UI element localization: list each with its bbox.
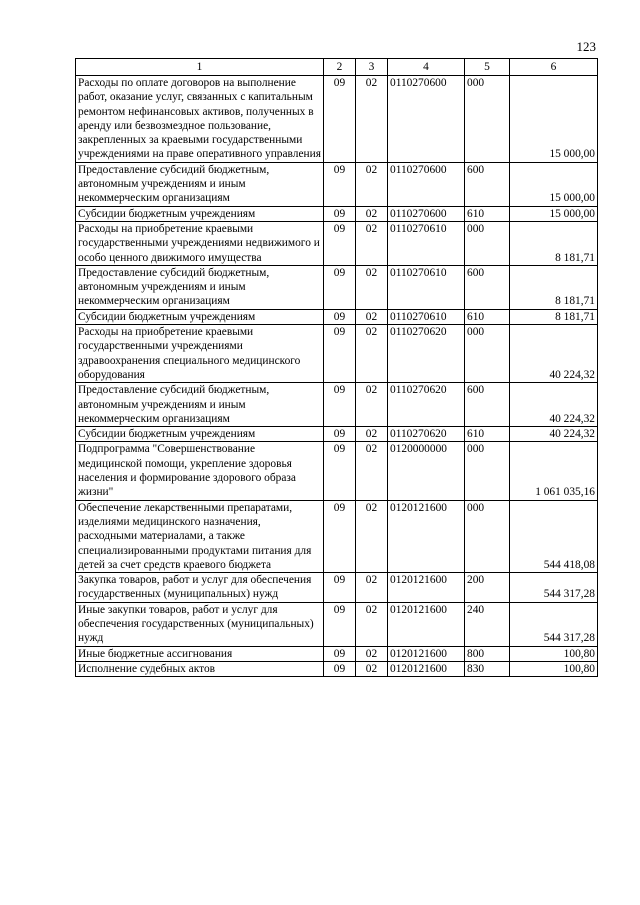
row-expense-type-cell: 610 bbox=[465, 427, 510, 442]
row-expense-type-cell: 200 bbox=[465, 573, 510, 603]
row-name-cell: Предоставление субсидий бюджетным, автономным учреждениям и иным некоммерческим организациям bbox=[76, 162, 324, 206]
row-section-cell: 09 bbox=[324, 162, 356, 206]
row-target-article-cell: 0120121600 bbox=[388, 602, 465, 646]
row-amount-cell: 544 418,08 bbox=[510, 500, 598, 572]
row-subsection-cell: 02 bbox=[356, 206, 388, 221]
row-amount-cell: 100,80 bbox=[510, 646, 598, 661]
row-subsection-cell: 02 bbox=[356, 383, 388, 427]
table-row bbox=[76, 206, 598, 221]
row-expense-type-cell: 000 bbox=[465, 76, 510, 163]
row-name-cell: Субсидии бюджетным учреждениям bbox=[76, 206, 324, 221]
row-name-cell: Субсидии бюджетным учреждениям bbox=[76, 427, 324, 442]
row-target-article-cell: 0120121600 bbox=[388, 646, 465, 661]
table-row bbox=[76, 661, 598, 676]
row-expense-type-cell: 600 bbox=[465, 162, 510, 206]
row-subsection-cell: 02 bbox=[356, 309, 388, 324]
row-target-article-cell: 0120000000 bbox=[388, 442, 465, 500]
table-row bbox=[76, 602, 598, 646]
row-section-cell: 09 bbox=[324, 442, 356, 500]
row-target-article-cell: 0110270620 bbox=[388, 427, 465, 442]
row-subsection-cell: 02 bbox=[356, 661, 388, 676]
row-name-cell: Расходы на приобретение краевыми государственными учреждениями недвижимого и особо ценного движимого имущества bbox=[76, 221, 324, 265]
table-row bbox=[76, 265, 598, 309]
row-target-article-cell: 0110270620 bbox=[388, 325, 465, 383]
row-amount-cell: 40 224,32 bbox=[510, 325, 598, 383]
row-subsection-cell: 02 bbox=[356, 602, 388, 646]
row-subsection-cell: 02 bbox=[356, 500, 388, 572]
table-row bbox=[76, 309, 598, 324]
row-target-article-cell: 0120121600 bbox=[388, 573, 465, 603]
row-expense-type-cell: 610 bbox=[465, 206, 510, 221]
row-name-cell: Расходы на приобретение краевыми государственными учреждениями здравоохранения специального медицинского оборудования bbox=[76, 325, 324, 383]
row-amount-cell: 15 000,00 bbox=[510, 162, 598, 206]
row-section-cell: 09 bbox=[324, 221, 356, 265]
table-row bbox=[76, 383, 598, 427]
row-subsection-cell: 02 bbox=[356, 573, 388, 603]
table-row bbox=[76, 646, 598, 661]
row-amount-cell: 15 000,00 bbox=[510, 76, 598, 163]
table-row bbox=[76, 573, 598, 603]
row-target-article-cell: 0110270600 bbox=[388, 206, 465, 221]
row-amount-cell: 544 317,28 bbox=[510, 573, 598, 603]
row-amount-cell: 8 181,71 bbox=[510, 265, 598, 309]
row-subsection-cell: 02 bbox=[356, 221, 388, 265]
row-section-cell: 09 bbox=[324, 427, 356, 442]
header-cell-5: 5 bbox=[465, 59, 510, 76]
header-cell-6: 6 bbox=[510, 59, 598, 76]
row-target-article-cell: 0110270610 bbox=[388, 309, 465, 324]
row-expense-type-cell: 830 bbox=[465, 661, 510, 676]
row-expense-type-cell: 610 bbox=[465, 309, 510, 324]
row-section-cell: 09 bbox=[324, 206, 356, 221]
row-target-article-cell: 0110270600 bbox=[388, 76, 465, 163]
table-row bbox=[76, 162, 598, 206]
row-section-cell: 09 bbox=[324, 500, 356, 572]
row-target-article-cell: 0110270620 bbox=[388, 383, 465, 427]
row-section-cell: 09 bbox=[324, 265, 356, 309]
row-name-cell: Расходы по оплате договоров на выполнение работ, оказание услуг, связанных с капитальным ремонтом нефинансовых активов, полученных в аренду или безвозмездное пользование, закрепленных за краевыми государственными учреждениями на праве оперативного управления bbox=[76, 76, 324, 163]
row-target-article-cell: 0110270600 bbox=[388, 162, 465, 206]
row-name-cell: Предоставление субсидий бюджетным, автономным учреждениям и иным некоммерческим организациям bbox=[76, 265, 324, 309]
row-amount-cell: 40 224,32 bbox=[510, 383, 598, 427]
row-amount-cell: 8 181,71 bbox=[510, 309, 598, 324]
row-expense-type-cell: 000 bbox=[465, 500, 510, 572]
table-row bbox=[76, 442, 598, 500]
row-amount-cell: 1 061 035,16 bbox=[510, 442, 598, 500]
row-target-article-cell: 0120121600 bbox=[388, 500, 465, 572]
row-amount-cell: 40 224,32 bbox=[510, 427, 598, 442]
row-name-cell: Предоставление субсидий бюджетным, автономным учреждениям и иным некоммерческим организациям bbox=[76, 383, 324, 427]
row-expense-type-cell: 000 bbox=[465, 325, 510, 383]
row-amount-cell: 100,80 bbox=[510, 661, 598, 676]
table-header-row bbox=[76, 59, 598, 76]
row-amount-cell: 544 317,28 bbox=[510, 602, 598, 646]
row-target-article-cell: 0110270610 bbox=[388, 221, 465, 265]
table-row bbox=[76, 325, 598, 383]
row-name-cell: Иные бюджетные ассигнования bbox=[76, 646, 324, 661]
row-subsection-cell: 02 bbox=[356, 325, 388, 383]
row-section-cell: 09 bbox=[324, 602, 356, 646]
row-expense-type-cell: 600 bbox=[465, 265, 510, 309]
row-name-cell: Субсидии бюджетным учреждениям bbox=[76, 309, 324, 324]
row-section-cell: 09 bbox=[324, 325, 356, 383]
row-amount-cell: 8 181,71 bbox=[510, 221, 598, 265]
row-name-cell: Закупка товаров, работ и услуг для обеспечения государственных (муниципальных) нужд bbox=[76, 573, 324, 603]
row-name-cell: Иные закупки товаров, работ и услуг для обеспечения государственных (муниципальных) нужд bbox=[76, 602, 324, 646]
row-section-cell: 09 bbox=[324, 661, 356, 676]
row-section-cell: 09 bbox=[324, 383, 356, 427]
row-subsection-cell: 02 bbox=[356, 76, 388, 163]
row-expense-type-cell: 600 bbox=[465, 383, 510, 427]
budget-table bbox=[75, 58, 598, 677]
row-subsection-cell: 02 bbox=[356, 442, 388, 500]
row-amount-cell: 15 000,00 bbox=[510, 206, 598, 221]
row-target-article-cell: 0120121600 bbox=[388, 661, 465, 676]
row-name-cell: Исполнение судебных актов bbox=[76, 661, 324, 676]
row-name-cell: Обеспечение лекарственными препаратами, изделиями медицинского назначения, расходными материалами, а также специализированными продуктами питания для детей за счет средств краевого бюджета bbox=[76, 500, 324, 572]
header-cell-1: 1 bbox=[76, 59, 324, 76]
table-row bbox=[76, 427, 598, 442]
row-expense-type-cell: 800 bbox=[465, 646, 510, 661]
row-subsection-cell: 02 bbox=[356, 427, 388, 442]
row-name-cell: Подпрограмма "Совершенствование медицинской помощи, укрепление здоровья населения и формирование здорового образа жизни" bbox=[76, 442, 324, 500]
row-subsection-cell: 02 bbox=[356, 646, 388, 661]
row-expense-type-cell: 000 bbox=[465, 442, 510, 500]
page-number: 123 bbox=[576, 39, 596, 54]
row-subsection-cell: 02 bbox=[356, 265, 388, 309]
table-row bbox=[76, 221, 598, 265]
row-subsection-cell: 02 bbox=[356, 162, 388, 206]
header-cell-4: 4 bbox=[388, 59, 465, 76]
row-section-cell: 09 bbox=[324, 646, 356, 661]
header-cell-2: 2 bbox=[324, 59, 356, 76]
row-expense-type-cell: 000 bbox=[465, 221, 510, 265]
table-row bbox=[76, 500, 598, 572]
row-expense-type-cell: 240 bbox=[465, 602, 510, 646]
row-section-cell: 09 bbox=[324, 76, 356, 163]
budget-table-body bbox=[76, 59, 598, 677]
header-cell-3: 3 bbox=[356, 59, 388, 76]
row-target-article-cell: 0110270610 bbox=[388, 265, 465, 309]
table-row bbox=[76, 76, 598, 163]
row-section-cell: 09 bbox=[324, 573, 356, 603]
row-section-cell: 09 bbox=[324, 309, 356, 324]
